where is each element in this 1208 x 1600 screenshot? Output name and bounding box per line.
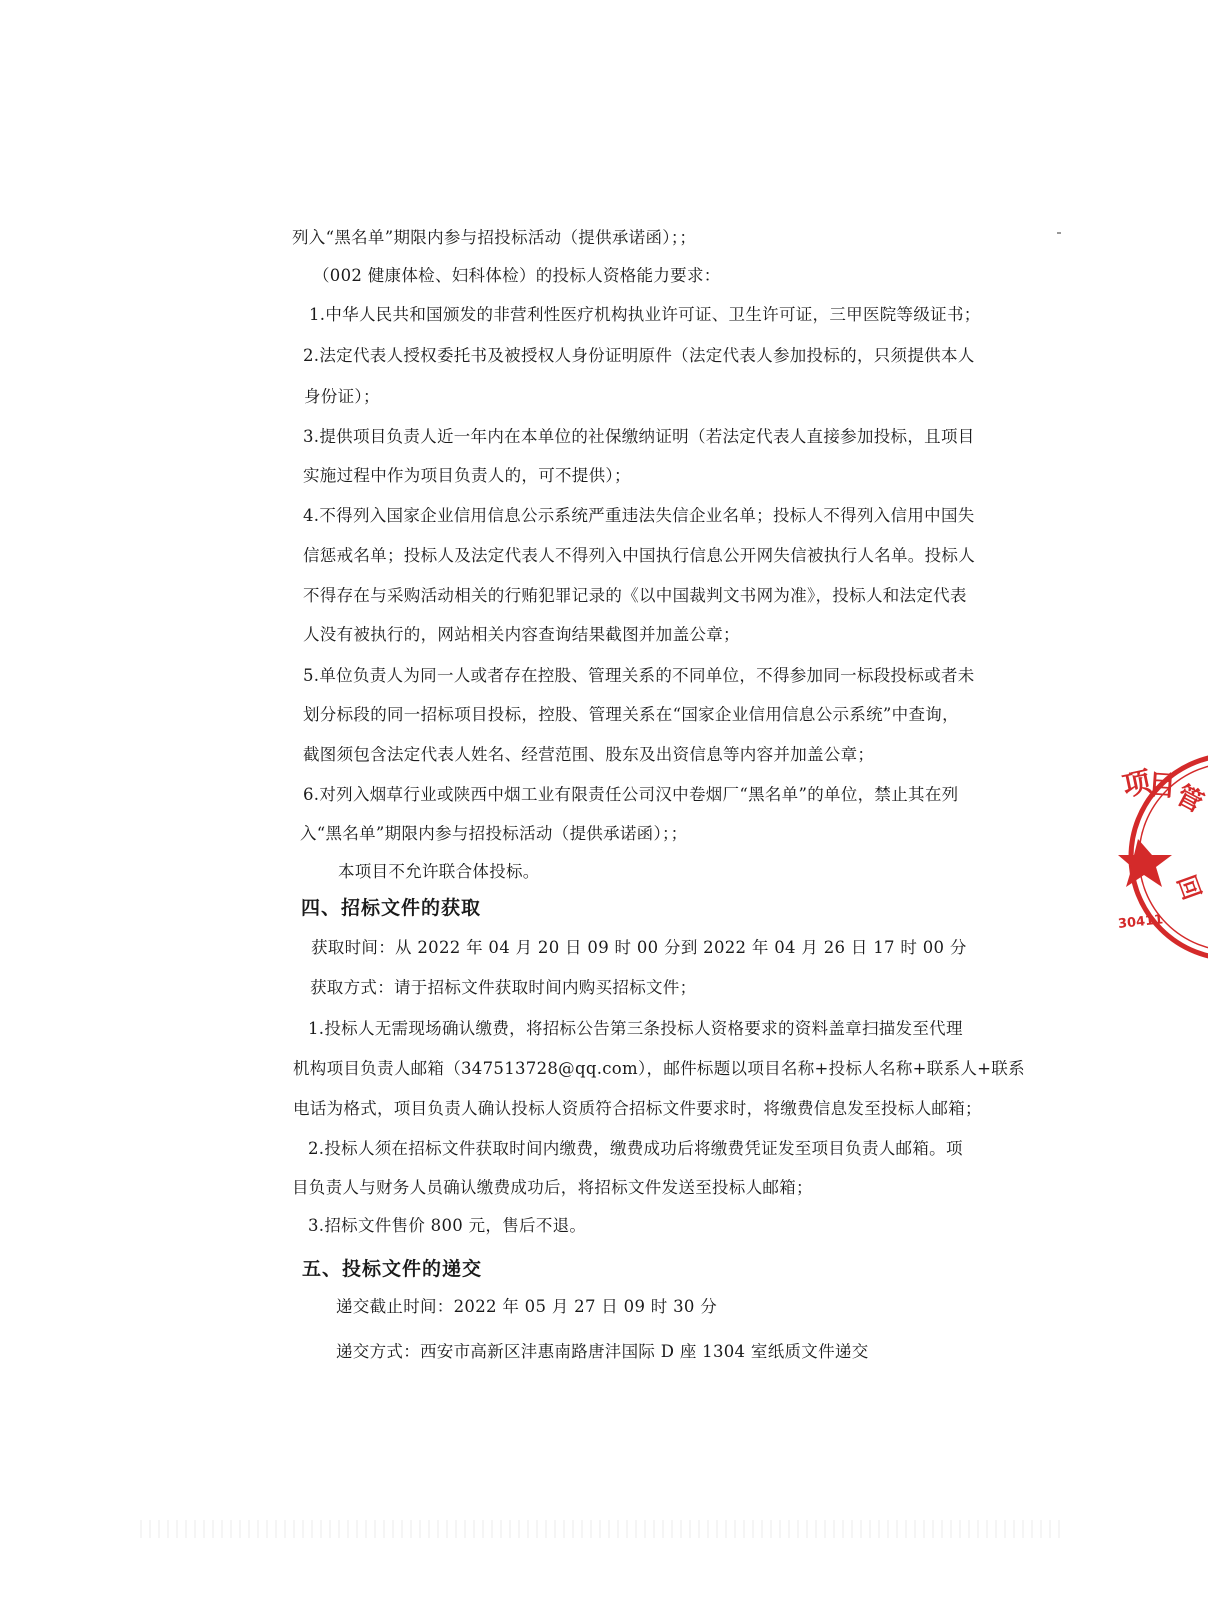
- scan-speck: [1057, 232, 1061, 234]
- text-line: （002 健康体检、妇科体检）的投标人资格能力要求：: [313, 266, 721, 285]
- text-line: 划分标段的同一招标项目投标，控股、管理关系在“国家企业信用信息公示系统”中查询，: [303, 705, 959, 724]
- svg-text:30411: 30411: [1117, 912, 1164, 933]
- text-line: 6.对列入烟草行业或陕西中烟工业有限责任公司汉中卷烟厂“黑名单”的单位，禁止其在列: [303, 785, 959, 804]
- text-line: 递交方式：西安市高新区沣惠南路唐沣国际 D 座 1304 室纸质文件递交: [336, 1342, 869, 1361]
- svg-text:管: 管: [1170, 780, 1208, 819]
- text-line: 3.招标文件售价 800 元，售后不退。: [308, 1216, 587, 1235]
- text-line: 递交截止时间：2022 年 05 月 27 日 09 时 30 分: [336, 1297, 718, 1316]
- text-line: 1.投标人无需现场确认缴费，将招标公告第三条投标人资格要求的资料盖章扫描发至代理: [308, 1019, 963, 1038]
- svg-text:目: 目: [1146, 767, 1178, 803]
- text-line: 机构项目负责人邮箱（347513728@qq.com），邮件标题以项目名称+投标人名称+联系人+联系: [293, 1059, 1025, 1078]
- text-line: 2.法定代表人授权委托书及被授权人身份证明原件（法定代表人参加投标的，只须提供本人: [303, 346, 975, 365]
- text-line: 4.不得列入国家企业信用信息公示系统严重违法失信企业名单；投标人不得列入信用中国失: [303, 506, 975, 525]
- text-line: 实施过程中作为项目负责人的，可不提供）；: [303, 466, 631, 485]
- section-heading-4: 四、招标文件的获取: [301, 897, 482, 919]
- text-line: 截图须包含法定代表人姓名、经营范围、股东及出资信息等内容并加盖公章；: [303, 745, 875, 764]
- text-line: 列入“黑名单”期限内参与招投标活动（提供承诺函）；；: [292, 228, 697, 247]
- text-line: 目负责人与财务人员确认缴费成功后，将招标文件发送至投标人邮箱；: [292, 1178, 813, 1197]
- svg-text:回: 回: [1171, 871, 1207, 904]
- text-line: 获取方式：请于招标文件获取时间内购买招标文件；: [310, 978, 697, 997]
- section-heading-5: 五、投标文件的递交: [302, 1258, 483, 1280]
- text-line: 获取时间：从 2022 年 04 月 20 日 09 时 00 分到 2022 年 04 月 26 日 17 时 00 分: [311, 938, 967, 957]
- text-line: 不得存在与采购活动相关的行贿犯罪记录的《以中国裁判文书网为准》，投标人和法定代表: [303, 586, 967, 605]
- scan-artifact: [140, 1520, 1060, 1538]
- text-line: 1.中华人民共和国颁发的非营利性医疗机构执业许可证、卫生许可证，三甲医院等级证书；: [309, 305, 981, 324]
- text-line: 信惩戒名单；投标人及法定代表人不得列入中国执行信息公开网失信被执行人名单。投标人: [303, 546, 975, 565]
- text-line: 人没有被执行的，网站相关内容查询结果截图并加盖公章；: [303, 625, 740, 644]
- text-line: 本项目不允许联合体投标。: [338, 862, 540, 881]
- text-line: 3.提供项目负责人近一年内在本单位的社保缴纳证明（若法定代表人直接参加投标，且项目: [303, 427, 975, 446]
- text-line: 入“黑名单”期限内参与招投标活动（提供承诺函）；；: [300, 824, 688, 843]
- svg-text:项: 项: [1119, 764, 1154, 803]
- text-line: 5.单位负责人为同一人或者存在控股、管理关系的不同单位，不得参加同一标段投标或者未: [303, 666, 975, 685]
- text-line: 2.投标人须在招标文件获取时间内缴费，缴费成功后将缴费凭证发至项目负责人邮箱。项: [308, 1139, 963, 1158]
- official-seal-stamp: [1118, 755, 1208, 965]
- text-line: 电话为格式，项目负责人确认投标人资质符合招标文件要求时，将缴费信息发至投标人邮箱；: [293, 1099, 982, 1118]
- text-line: 身份证）；: [304, 387, 380, 406]
